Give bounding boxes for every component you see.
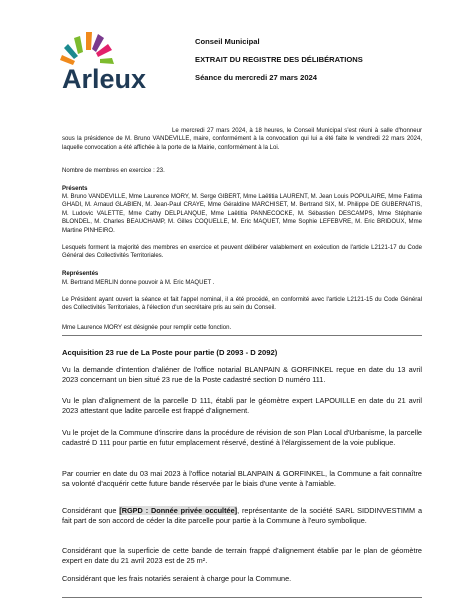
paragraph-3: Vu le projet de la Commune d'inscrire dans la procédure de révision de son Plan Local d'Urbanisme, la parcelle cadastré D 111 pour partie en futur emplacement réservé, destiné à l'élargissement de la voie publique. — [62, 428, 422, 448]
president-statement: Le Président ayant ouvert la séance et fait l'appel nominal, il a été procédé, en conformité avec l'article L2121-15 du Code Général des Collectivités Territoriales, à l'élection d'un secrétaire pris au sein du Conseil. — [62, 297, 422, 312]
paragraph-6: Considérant que la superficie de cette bande de terrain frappé d'alignement établie par le plan de géomètre expert en date du 21 avril 2023 est de 25 m². — [62, 546, 422, 566]
majority-note: Lesquels forment la majorité des membres en exercice et peuvent délibérer valablement en exécution de l'article L2121-17 du Code Général des Collectivités Territoriales. — [62, 245, 422, 260]
paragraph-1: Vu la demande d'intention d'aliéner de l'office notarial BLANPAIN & GORFINKEL reçue en date du 13 avril 2023 concernant un bien situé 23 rue de la Poste cadastré section D numéro 111. — [62, 365, 422, 385]
presents-list: M. Bruno VANDEVILLE, Mme Laurence MORY, M. Serge GIBERT, Mme Laëtitia LAURENT, M. Jean Louis POPULAIRE, Mme Fatima GHADI, M. Arnaud GLABIEN, M. Jean-Paul CRAYE, Mme Géraldine MARCHISET, M. Bertrand SIX, M. Philippe DE GUBERNATIS, M. Ludovic VALETTE, Mme Cathy DELPLANQUE, Mme Laëtitia PANNECOCKE, M. Sébastien DESCAMPS, Mme Stéphanie BLONDEL, M. Charles BEAUCHAMP, M. Gilles COQUELLE, M. Eric MAQUET, Mme Sophie LEFEBVRE, M. Eric BRIDOUX, Mme Martine PINHEIRO. — [62, 194, 422, 234]
logo-wordmark: Arleux — [62, 64, 147, 94]
header-title: Conseil Municipal — [195, 37, 260, 46]
header — [195, 36, 435, 84]
header-subtitle: EXTRAIT DU REGISTRE DES DÉLIBÉRATIONS — [195, 55, 363, 64]
represented-text: M. Bertrand MERLIN donne pouvoir à M. Eric MAQUET . — [62, 280, 215, 286]
secretary-designation: Mme Laurence MORY est désignée pour remplir cette fonction. — [62, 325, 232, 331]
session-date: Séance du mercredi 27 mars 2024 — [195, 73, 317, 82]
paragraph-2: Vu le plan d'alignement de la parcelle D 111, établi par le géomètre expert LAPOUILLE en date du 21 avril 2023 attestant que ladite parcelle est frappé d'alignement. — [62, 396, 422, 416]
section-title: Acquisition 23 rue de La Poste pour partie (D 2093 - D 2092) — [62, 348, 278, 357]
presents-title: Présents — [62, 186, 88, 192]
paragraph-5 — [62, 506, 422, 526]
divider-bottom — [62, 597, 422, 598]
paragraph-5-end: , représentante de la société SARL SIDDINVESTIMM a fait part de son accord de céder la dite parcelle pour partie à la Commune à l'euro symbolique. — [62, 506, 423, 526]
paragraph-5-start: Considérant que — [62, 506, 120, 515]
logo-rays-icon — [60, 32, 114, 65]
paragraph-4: Par courrier en date du 03 mai 2023 à l'office notarial BLANPAIN & GORFINKEL, la Commune a fait connaître sa volonté d'acquérir cette future bande réservée par le biais d'une vente à l'amiable. — [62, 469, 422, 489]
represented-title: Représentés — [62, 271, 99, 277]
redacted-data: [RGPD : Donnée privée occultée] — [119, 506, 238, 515]
intro-paragraph: Le mercredi 27 mars 2024, à 18 heures, le Conseil Municipal s'est réuni à salle d'honneur sous la présidence de M. Bruno VANDEVILLE, maire, conformément à la convocation qui lui a été faite le vendredi 22 mars 2024, laquelle convocation a été affichée à la porte de la Mairie, conformément à la Loi. — [62, 128, 422, 151]
paragraph-7: Considérant que les frais notariés seraient à charge pour la Commune. — [62, 574, 292, 583]
divider-top — [62, 335, 422, 336]
arleux-logo — [56, 30, 168, 100]
members-count: Nombre de membres en exercice : 23. — [62, 168, 165, 174]
